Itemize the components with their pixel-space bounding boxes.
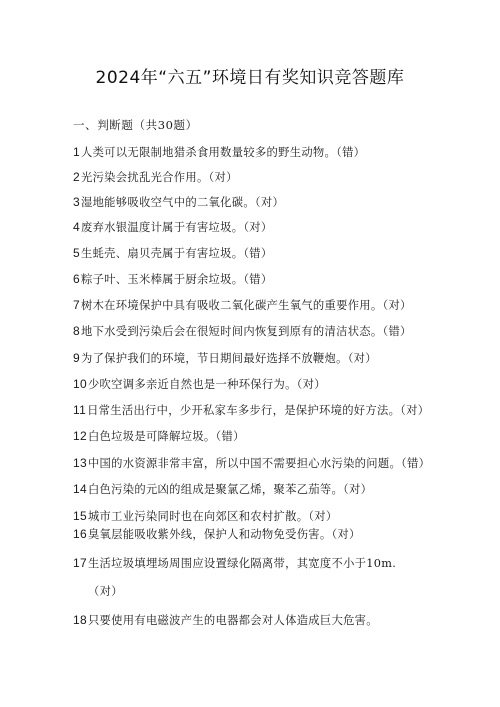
question-text: 生活垃圾填埋场周围应设置绿化隔离带，其宽度不小于10m.	[87, 557, 397, 570]
question-number: 15	[73, 509, 87, 523]
question-item	[73, 612, 378, 628]
document-title: 2024年“六五”环境日有奖知识竞答题库	[95, 68, 405, 88]
question-text: 粽子叶、玉米棒属于厨余垃圾。（错）	[80, 273, 273, 286]
question-text: 废弃水银温度计属于有害垃圾。（对）	[80, 221, 273, 234]
section-heading: 一、判断题（共30题）	[73, 118, 198, 132]
question-text: 人类可以无限制地猎杀食用数量较多的野生动物。（错）	[80, 146, 366, 159]
question-item	[73, 194, 284, 210]
question-number: 10	[73, 377, 87, 391]
question-item	[73, 555, 396, 571]
question-text: 日常生活出行中，少开私家车多步行，是保护环境的好方法。（对）	[87, 404, 430, 417]
question-text: 为了保护我们的环境，节日期间最好选择不放鞭炮。（对）	[80, 352, 377, 365]
question-text: 中国的水资源非常丰富，所以中国不需要担心水污染的问题。（错）	[87, 457, 431, 470]
question-item	[73, 402, 429, 418]
question-item	[73, 245, 272, 261]
question-text: 地下水受到污染后会在很短时间内恢复到原有的清洁状态。（错）	[80, 325, 412, 338]
question-text: 只要使用有电磁波产生的电器都会对人体造成巨大危害。	[87, 614, 378, 627]
question-number: 3	[73, 195, 80, 209]
question-item	[73, 455, 430, 471]
question-number: 8	[73, 324, 80, 338]
question-text: 湿地能够吸收空气中的二氧化碳。（对）	[80, 196, 285, 209]
question-item	[73, 481, 372, 497]
question-item	[73, 526, 361, 542]
question-text: 少吹空调多亲近自然也是一种环保行为。（对）	[87, 378, 326, 391]
question-text: 生蚝壳、扇贝壳属于有害垃圾。（错）	[80, 247, 273, 260]
question-item	[73, 219, 272, 235]
question-text: 城市工业污染同时也在向郊区和农村扩散。（对）	[87, 510, 338, 523]
question-item	[73, 508, 337, 524]
question-number: 11	[73, 403, 87, 417]
question-number: 5	[73, 246, 80, 260]
question-number: 16	[73, 527, 87, 541]
question-item	[73, 428, 245, 444]
question-number: 1	[73, 145, 80, 159]
question-text: 白色垃圾是可降解垃圾。（错）	[87, 430, 245, 443]
question-item	[73, 169, 238, 185]
question-text: 臭氧层能吸收紫外线，保护人和动物免受伤害。（对）	[87, 528, 361, 541]
question-number: 7	[73, 298, 80, 312]
question-text: 树木在环境保护中具有吸收二氧化碳产生氧气的重要作用。（对）	[80, 299, 412, 312]
question-number: 13	[73, 456, 87, 470]
question-number: 14	[73, 482, 87, 496]
question-item	[73, 350, 377, 366]
question-number: 9	[73, 351, 80, 365]
question-number: 6	[73, 272, 80, 286]
question-number: 17	[73, 556, 87, 570]
question-number: 18	[73, 613, 87, 627]
question-item	[73, 271, 272, 287]
question-text: 光污染会扰乱光合作用。（对）	[80, 171, 238, 184]
question-item	[73, 144, 365, 160]
question-item	[73, 297, 412, 313]
question-answer-continuation: （对）	[88, 585, 123, 598]
question-number: 2	[73, 170, 80, 184]
question-number: 4	[73, 220, 80, 234]
question-item	[73, 376, 326, 392]
question-number: 12	[73, 429, 87, 443]
question-text: 白色污染的元凶的组成是聚氯乙烯，聚苯乙茄等。（对）	[87, 483, 373, 496]
question-item	[73, 323, 412, 339]
